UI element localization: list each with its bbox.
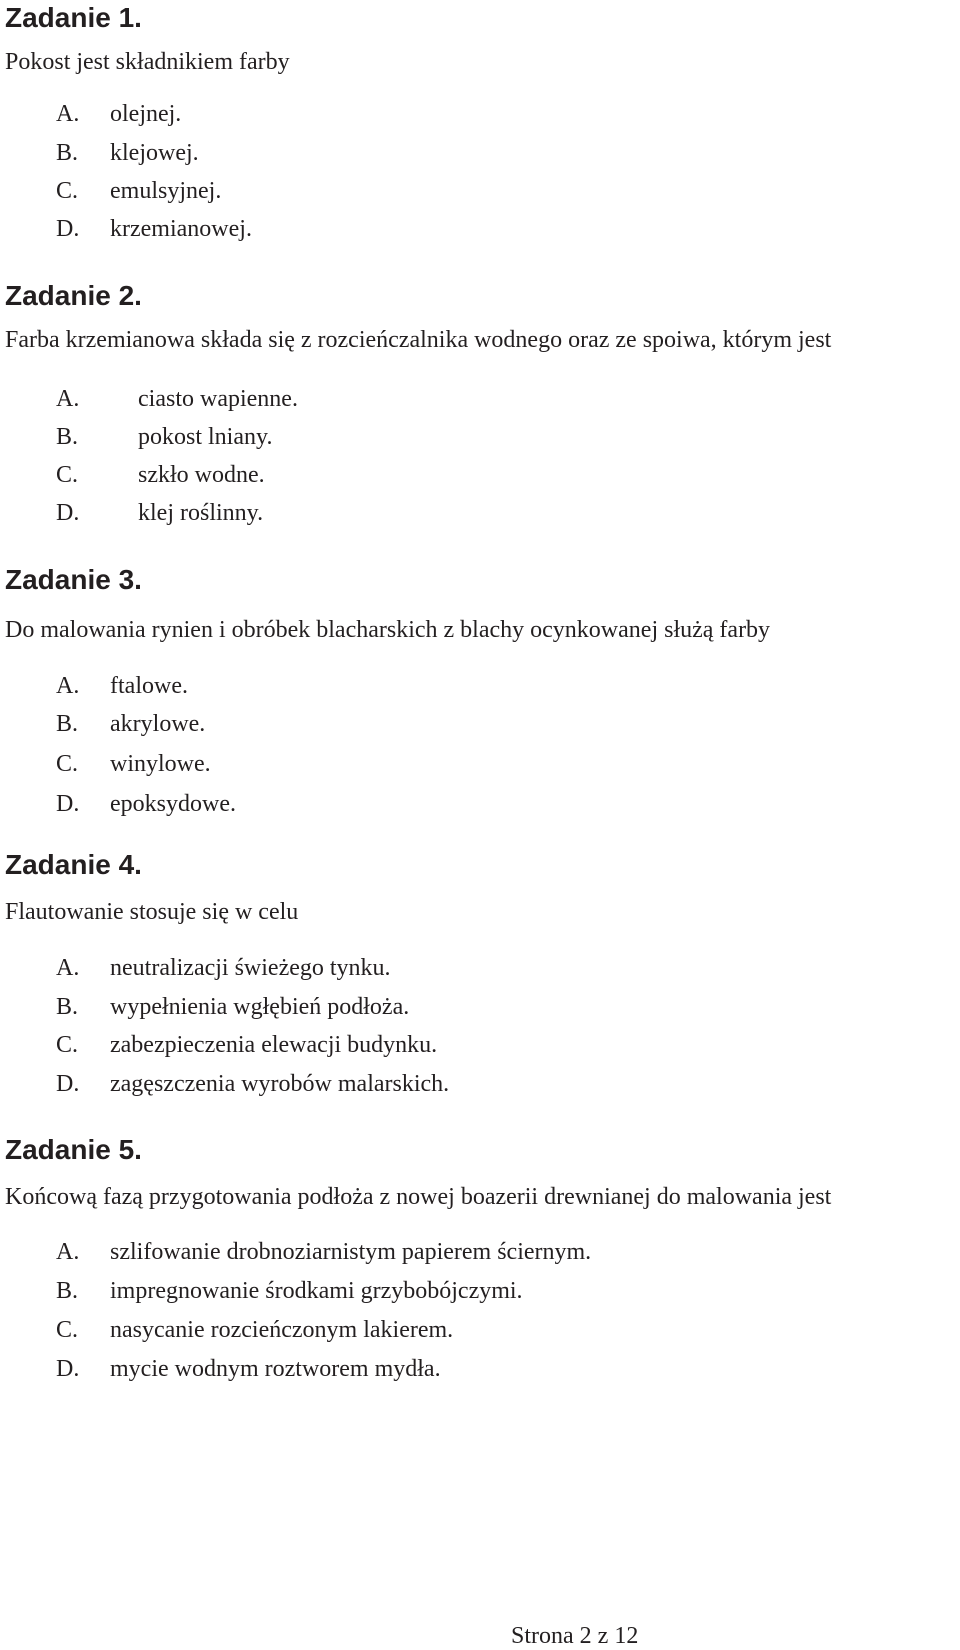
option-text: pokost lniany. — [138, 424, 273, 450]
option-text: zabezpieczenia elewacji budynku. — [110, 1032, 438, 1058]
option-text: ftalowe. — [110, 673, 188, 699]
option-text: wypełnienia wgłębień podłoża. — [110, 994, 410, 1020]
option-letter: A. — [56, 955, 80, 981]
option-letter: B. — [56, 424, 79, 450]
option-letter: C. — [56, 462, 79, 488]
option-text: szkło wodne. — [138, 462, 265, 488]
task-title: Zadanie 3. — [5, 564, 142, 595]
option-letter: B. — [56, 1278, 79, 1304]
task-question: Końcową fazą przygotowania podłoża z nowej boazerii drewnianej do malowania jest — [5, 1184, 832, 1210]
option-text: klej roślinny. — [138, 500, 264, 526]
option-text: emulsyjnej. — [110, 178, 222, 204]
task-question: Do malowania rynien i obróbek blacharskich z blachy ocynkowanej służą farby — [5, 617, 771, 643]
option-text: ciasto wapienne. — [138, 386, 298, 412]
option-letter: C. — [56, 751, 79, 777]
task-question: Flautowanie stosuje się w celu — [5, 899, 299, 925]
option-letter: C. — [56, 1317, 79, 1343]
task-title: Zadanie 2. — [5, 280, 142, 311]
task-question: Farba krzemianowa składa się z rozcieńczalnika wodnego oraz ze spoiwa, którym jest — [5, 327, 832, 353]
option-letter: C. — [56, 1032, 79, 1058]
page-number: Strona 2 z 12 — [511, 1623, 639, 1649]
task-question: Pokost jest składnikiem farby — [5, 49, 290, 75]
option-letter: C. — [56, 178, 79, 204]
option-text: szlifowanie drobnoziarnistym papierem ściernym. — [110, 1239, 592, 1265]
task-title: Zadanie 1. — [5, 2, 142, 33]
option-letter: D. — [56, 791, 80, 817]
option-text: epoksydowe. — [110, 791, 236, 817]
task-title: Zadanie 4. — [5, 849, 142, 880]
option-text: klejowej. — [110, 140, 199, 166]
option-text: akrylowe. — [110, 711, 206, 737]
option-text: impregnowanie środkami grzybobójczymi. — [110, 1278, 523, 1304]
option-letter: D. — [56, 1356, 80, 1382]
option-text: olejnej. — [110, 101, 182, 127]
option-text: winylowe. — [110, 751, 211, 777]
option-letter: A. — [56, 1239, 80, 1265]
option-letter: A. — [56, 386, 80, 412]
option-letter: A. — [56, 673, 80, 699]
option-text: neutralizacji świeżego tynku. — [110, 955, 391, 981]
option-letter: A. — [56, 101, 80, 127]
option-text: krzemianowej. — [110, 216, 252, 242]
option-letter: B. — [56, 140, 79, 166]
option-letter: B. — [56, 994, 79, 1020]
option-text: nasycanie rozcieńczonym lakierem. — [110, 1317, 454, 1343]
option-letter: D. — [56, 1071, 80, 1097]
option-text: mycie wodnym roztworem mydła. — [110, 1356, 441, 1382]
option-letter: B. — [56, 711, 79, 737]
option-text: zagęszczenia wyrobów malarskich. — [110, 1071, 450, 1097]
option-letter: D. — [56, 500, 80, 526]
option-letter: D. — [56, 216, 80, 242]
task-title: Zadanie 5. — [5, 1134, 142, 1165]
